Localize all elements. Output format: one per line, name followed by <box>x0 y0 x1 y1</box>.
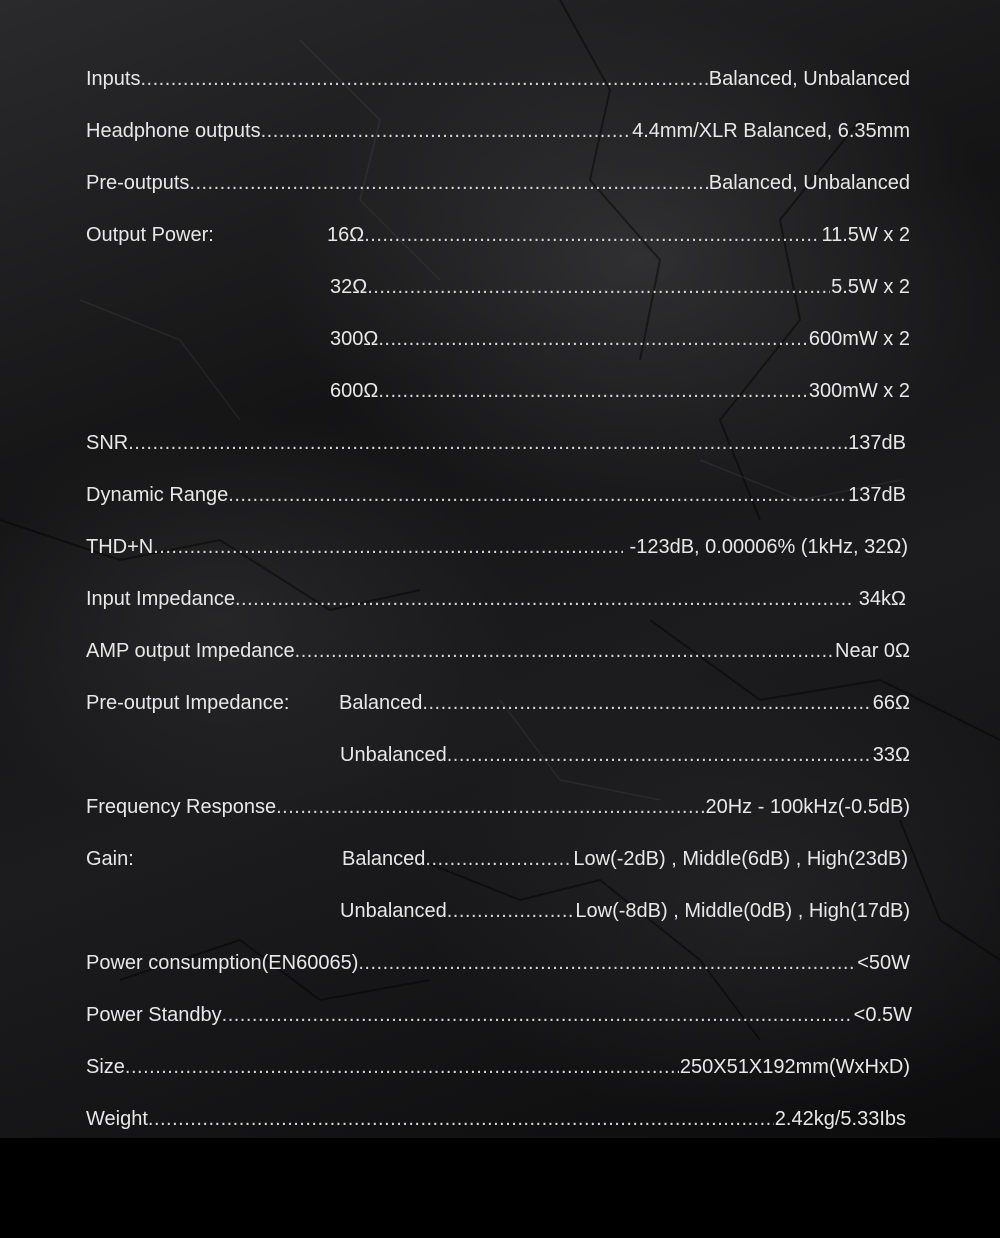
spec-row-dynamic-range <box>86 480 910 510</box>
leader-dots <box>378 324 808 354</box>
spec-value: 66Ω <box>872 692 910 714</box>
leader-dots <box>447 896 575 926</box>
spec-name: Headphone outputs <box>86 120 261 142</box>
spec-row-amp-output-impedance <box>86 636 910 666</box>
spec-leader <box>86 1000 912 1030</box>
spec-leader <box>86 64 910 94</box>
spec-leader <box>340 896 910 926</box>
spec-name: SNR <box>86 432 129 454</box>
spec-value: 33Ω <box>872 744 910 766</box>
leader-dots <box>367 272 830 302</box>
spec-leader <box>330 376 910 406</box>
leader-dots <box>228 480 847 510</box>
leader-dots <box>125 1052 679 1082</box>
spec-value: <50W <box>857 952 910 974</box>
spec-leader <box>86 1052 910 1082</box>
spec-row-headphone-outputs <box>86 116 910 146</box>
spec-row-output-power-16 <box>86 220 910 250</box>
spec-name: THD+N <box>86 536 154 558</box>
spec-value: 600mW x 2 <box>808 328 910 350</box>
leader-dots <box>148 1104 774 1134</box>
spec-group-label: Pre-output Impedance: <box>86 692 290 714</box>
spec-value: Low(-8dB) , Middle(0dB) , High(17dB) <box>575 900 910 922</box>
leader-dots <box>140 64 707 94</box>
spec-row-power-consumption <box>86 948 910 978</box>
spec-value: -123dB, 0.00006% (1kHz, 32Ω) <box>624 536 908 558</box>
spec-value: Balanced, Unbalanced <box>708 172 910 194</box>
spec-leader <box>86 168 910 198</box>
spec-name: Dynamic Range <box>86 484 229 506</box>
spec-row-inputs <box>86 64 910 94</box>
spec-name: Power Standby <box>86 1004 222 1026</box>
leader-dots <box>276 792 704 822</box>
spec-row-power-standby <box>86 1000 910 1030</box>
spec-name: Input Impedance <box>86 588 235 610</box>
spec-value: 5.5W x 2 <box>831 276 910 298</box>
spec-leader <box>86 636 910 666</box>
spec-row-weight <box>86 1104 910 1134</box>
leader-dots <box>422 688 871 718</box>
leader-dots <box>222 1000 853 1030</box>
spec-value: 11.5W x 2 <box>821 224 910 246</box>
spec-leader <box>86 116 910 146</box>
spec-row-snr <box>86 428 910 458</box>
spec-name: Unbalanced <box>340 744 447 766</box>
spec-value: 300mW x 2 <box>808 380 910 402</box>
leader-dots <box>358 948 856 978</box>
spec-leader <box>339 688 910 718</box>
spec-value: Near 0Ω <box>835 640 910 662</box>
spec-row-output-power-300 <box>86 324 910 354</box>
spec-row-pre-output-impedance-unbalanced <box>86 740 910 770</box>
leader-dots <box>189 168 707 198</box>
spec-row-frequency-response <box>86 792 910 822</box>
spec-value: 20Hz - 100kHz(-0.5dB) <box>705 796 910 818</box>
spec-row-size <box>86 1052 910 1082</box>
spec-leader <box>86 532 908 562</box>
spec-value: 34kΩ <box>853 588 906 610</box>
spec-row-output-power-600 <box>86 376 910 406</box>
spec-leader <box>342 844 908 874</box>
spec-leader <box>86 584 906 614</box>
leader-dots <box>425 844 572 874</box>
spec-name: Pre-outputs <box>86 172 190 194</box>
spec-name: Power consumption(EN60065) <box>86 952 359 974</box>
leader-dots <box>235 584 852 614</box>
spec-row-gain-unbalanced <box>86 896 910 926</box>
spec-value: <0.5W <box>853 1004 912 1026</box>
spec-name: AMP output Impedance <box>86 640 295 662</box>
spec-row-pre-output-impedance-balanced <box>86 688 910 718</box>
spec-leader <box>330 324 910 354</box>
spec-group-label: Output Power: <box>86 224 214 246</box>
spec-row-output-power-32 <box>86 272 910 302</box>
spec-group-label: Gain: <box>86 848 134 870</box>
spec-name: 600Ω <box>330 380 379 402</box>
spec-name: 300Ω <box>330 328 379 350</box>
spec-leader <box>86 792 910 822</box>
spec-name: 32Ω <box>330 276 368 298</box>
leader-dots <box>447 740 872 770</box>
spec-name: Inputs <box>86 68 141 90</box>
spec-row-gain-balanced <box>86 844 910 874</box>
spec-name: 16Ω <box>327 224 365 246</box>
spec-leader <box>86 1104 906 1134</box>
leader-dots <box>295 636 834 666</box>
leader-dots <box>364 220 820 250</box>
spec-value: 4.4mm/XLR Balanced, 6.35mm <box>632 120 910 142</box>
spec-leader <box>86 948 910 978</box>
spec-value: 137dB <box>848 432 906 454</box>
spec-value: 250X51X192mm(WxHxD) <box>679 1056 910 1078</box>
spec-name: Weight <box>86 1108 148 1130</box>
leader-dots <box>261 116 632 146</box>
spec-name: Size <box>86 1056 125 1078</box>
spec-row-input-impedance <box>86 584 910 614</box>
spec-leader <box>327 220 910 250</box>
spec-row-thd-n <box>86 532 910 562</box>
spec-leader <box>330 272 910 302</box>
leader-dots <box>128 428 847 458</box>
spec-name: Frequency Response <box>86 796 277 818</box>
leader-dots <box>153 532 623 562</box>
spec-name: Unbalanced <box>340 900 447 922</box>
spec-name: Balanced <box>342 848 426 870</box>
spec-leader <box>86 428 906 458</box>
spec-value: Low(-2dB) , Middle(6dB) , High(23dB) <box>573 848 908 870</box>
leader-dots <box>378 376 808 406</box>
spec-leader <box>86 480 906 510</box>
spec-value: 2.42kg/5.33Ibs <box>774 1108 906 1130</box>
spec-value: 137dB <box>848 484 906 506</box>
spec-leader <box>340 740 910 770</box>
spec-value: Balanced, Unbalanced <box>708 68 910 90</box>
spec-row-pre-outputs <box>86 168 910 198</box>
spec-name: Balanced <box>339 692 423 714</box>
